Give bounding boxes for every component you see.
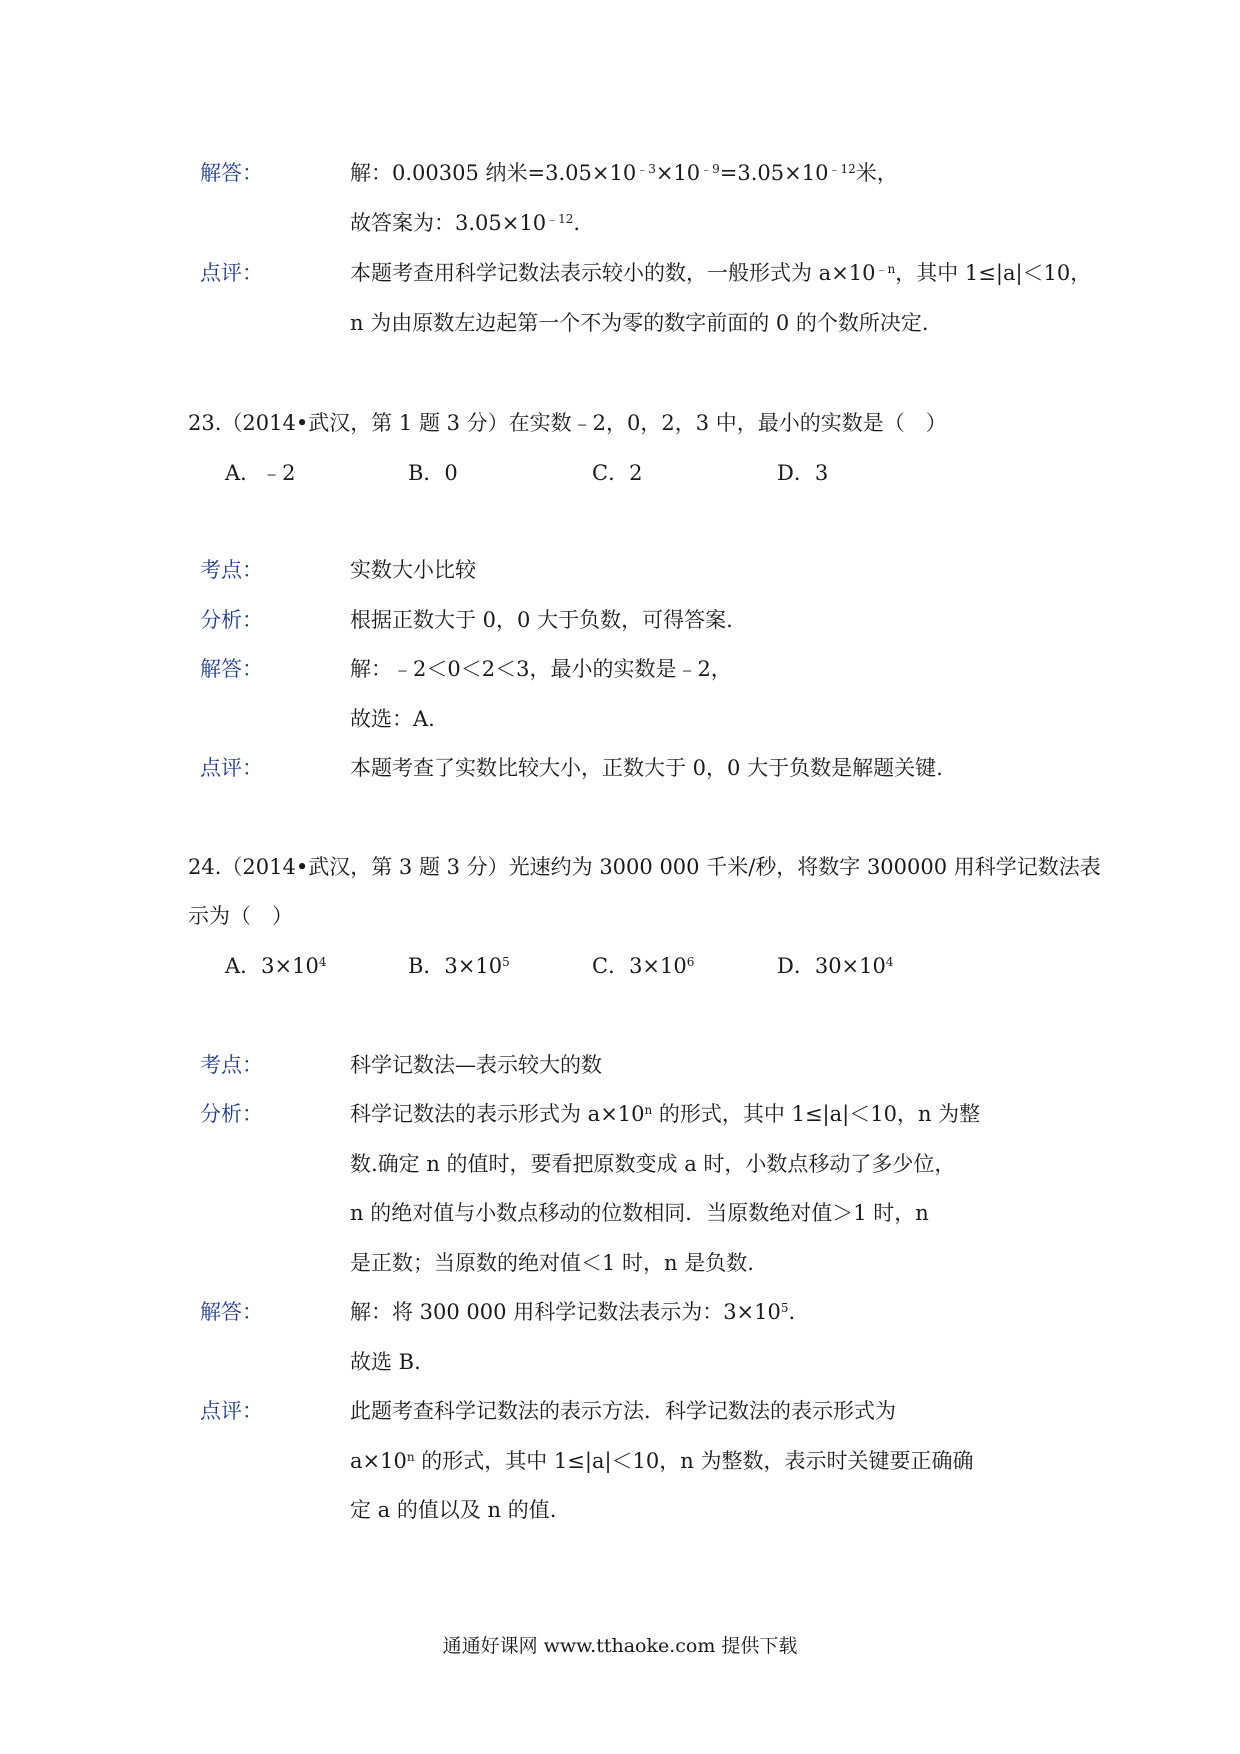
q23-option-c: C．2 bbox=[592, 461, 643, 485]
comment-label: 点评： bbox=[200, 261, 263, 285]
q24-comment-line-3: 定 a 的值以及 n 的值. bbox=[350, 1498, 557, 1522]
answer-label: 解答： bbox=[200, 161, 263, 185]
comment-line-1: 本题考查用科学记数法表示较小的数，一般形式为 $a\times 10^{﹣n}$，其中 1≤|a|＜10， bbox=[350, 261, 1092, 285]
q23-answer-line-2: 故选：A. bbox=[350, 707, 435, 731]
q23-point: 实数大小比较 bbox=[350, 558, 476, 582]
q24-analysis-line-1: 科学记数法的表示形式为 $a\times 10^n$ 的形式，其中 1≤|a|＜10，n 为整 bbox=[350, 1102, 981, 1126]
q23-comment-label: 点评： bbox=[200, 756, 263, 780]
q24-analysis-line-2: 数.确定 n 的值时，要看把原数变成 a 时，小数点移动了多少位， bbox=[350, 1152, 956, 1176]
page-footer: 通通好课网 www.tthaoke.com 提供下载 bbox=[442, 1635, 798, 1657]
q24-answer-line-1: 解：将 300 000 用科学记数法表示为：$3\times 10^5$. bbox=[350, 1300, 796, 1324]
answer-line-2: 故答案为：$3.05\times 10^{﹣12}$. bbox=[350, 211, 581, 235]
comment-line-2: n 为由原数左边起第一个不为零的数字前面的 0 的个数所决定. bbox=[350, 311, 929, 335]
q24-answer-line-2: 故选 B. bbox=[350, 1350, 421, 1374]
q23-point-label: 考点： bbox=[200, 558, 263, 582]
question-24-line-1: 24.（2014•武汉，第 3 题 3 分）光速约为 3000 000 千米/秒，将数字 300000 用科学记数法表 bbox=[188, 855, 1101, 879]
q24-comment-line-2: $a\times 10^n$ 的形式，其中 1≤|a|＜10，n 为整数，表示时关键要正确确 bbox=[350, 1449, 974, 1473]
q24-option-d: D．$30\times 10^4$ bbox=[777, 954, 894, 978]
q23-option-b: B．0 bbox=[408, 461, 458, 485]
q23-answer-line-1: 解：﹣2＜0＜2＜3，最小的实数是﹣2， bbox=[350, 657, 732, 681]
q23-comment: 本题考查了实数比较大小，正数大于 0，0 大于负数是解题关键. bbox=[350, 756, 943, 780]
question-24-line-2: 示为（ ） bbox=[188, 904, 293, 928]
q24-analysis-line-3: n 的绝对值与小数点移动的位数相同．当原数绝对值＞1 时，n bbox=[350, 1201, 929, 1225]
q24-option-b: B．$3\times 10^5$ bbox=[408, 954, 510, 978]
q23-analysis-label: 分析： bbox=[200, 608, 263, 632]
q24-answer-label: 解答： bbox=[200, 1300, 263, 1324]
q23-option-a: A．﹣2 bbox=[225, 461, 296, 485]
q24-analysis-line-4: 是正数；当原数的绝对值＜1 时，n 是负数. bbox=[350, 1251, 754, 1275]
q24-point: 科学记数法—表示较大的数 bbox=[350, 1053, 602, 1077]
question-23: 23.（2014•武汉，第 1 题 3 分）在实数﹣2，0，2，3 中，最小的实数是（ ） bbox=[188, 411, 947, 435]
q23-option-d: D．3 bbox=[777, 461, 829, 485]
q24-option-c: C．$3\times 10^6$ bbox=[592, 954, 695, 978]
q24-option-a: A．$3\times 10^4$ bbox=[225, 954, 327, 978]
q23-analysis: 根据正数大于 0，0 大于负数，可得答案. bbox=[350, 608, 733, 632]
q24-point-label: 考点： bbox=[200, 1053, 263, 1077]
q24-analysis-label: 分析： bbox=[200, 1102, 263, 1126]
q24-comment-line-1: 此题考查科学记数法的表示方法．科学记数法的表示形式为 bbox=[350, 1399, 896, 1423]
q24-comment-label: 点评： bbox=[200, 1399, 263, 1423]
q23-answer-label: 解答： bbox=[200, 657, 263, 681]
answer-line-1: 解：0.00305 纳米$=3.05\times 10^{﹣3}\times 10^{﹣9}=3.05\times 10^{﹣12}$米， bbox=[350, 161, 898, 185]
